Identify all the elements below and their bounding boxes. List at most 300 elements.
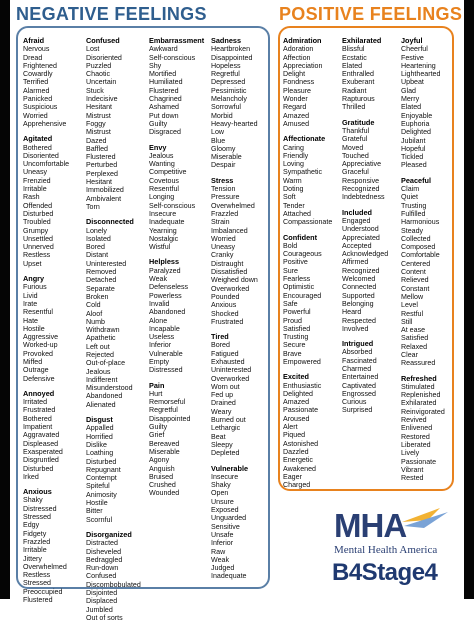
feeling-group-title: Anxious — [23, 487, 52, 497]
feeling-word: Supported — [342, 291, 375, 300]
feeling-group-title: Afraid — [23, 36, 45, 45]
feeling-word: Torn — [86, 202, 100, 211]
feeling-word: Uneasy — [211, 243, 236, 252]
feeling-word: Engaged — [342, 216, 371, 225]
feeling-word: Anguish — [149, 464, 175, 473]
feeling-word: Baffled — [86, 144, 108, 153]
mha-logo — [332, 506, 462, 590]
feeling-word: Apprehensive — [23, 119, 67, 128]
feeling-word: Amazed — [283, 398, 310, 407]
feeling-word: Encouraged — [283, 291, 322, 300]
feeling-word: Fidgety — [23, 529, 47, 538]
feeling-word: Jealous — [149, 151, 174, 160]
feeling-group-title: Tired — [211, 332, 229, 342]
feeling-word: Troubled — [23, 218, 51, 227]
feeling-group-title: Pain — [149, 380, 165, 390]
right-frame-edge — [464, 0, 474, 599]
feeling-word: Vulnerable — [149, 349, 183, 358]
feeling-word: Distant — [86, 251, 109, 260]
feeling-word: Immobilized — [86, 186, 124, 195]
feeling-word: Pleasure — [283, 86, 311, 95]
feeling-word: Bored — [86, 243, 105, 252]
feeling-word: Abandoned — [149, 308, 186, 317]
feeling-group-title: Excited — [283, 372, 309, 382]
feeling-word: Positive — [283, 258, 308, 267]
feeling-word: Disgruntled — [23, 456, 59, 465]
feeling-word: Irritable — [23, 185, 47, 194]
feeling-word: Humiliated — [149, 78, 183, 87]
feeling-word: Self-conscious — [149, 201, 196, 210]
feeling-word: Miserable — [211, 153, 242, 162]
feeling-word: Enthusiastic — [283, 381, 322, 390]
feeling-group-title: Disgust — [86, 415, 113, 425]
feeling-word: Restless — [23, 571, 51, 580]
feeling-word: Detached — [86, 276, 117, 285]
feeling-word: Alarmed — [23, 86, 50, 95]
feeling-word: Loving — [283, 160, 304, 169]
feeling-group-title: Sadness — [211, 36, 242, 45]
feeling-word: Grateful — [342, 135, 368, 144]
feeling-word: Strain — [211, 218, 230, 227]
feeling-word: Apathetic — [86, 334, 116, 343]
feeling-word: Bedraggled — [86, 555, 123, 564]
feeling-word: Suspicious — [23, 103, 58, 112]
feeling-word: Appreciation — [283, 61, 323, 70]
feeling-word: Hate — [23, 316, 38, 325]
feeling-word: Respected — [342, 316, 376, 325]
feeling-word: Discombobulated — [86, 580, 141, 589]
feeling-word: Overwhelmed — [211, 201, 255, 210]
feeling-group-title: Peaceful — [401, 175, 432, 185]
feeling-word: Worked-up — [23, 341, 58, 350]
feeling-word: Indebtedness — [342, 193, 385, 202]
feeling-word: Irritable — [23, 546, 47, 555]
feeling-word: Mortified — [149, 70, 177, 79]
feeling-word: Alone — [149, 316, 168, 325]
feeling-word: Recognized — [342, 185, 380, 194]
feeling-word: Melancholy — [211, 95, 247, 104]
feeling-word: Terrified — [23, 78, 49, 87]
feeling-word: Miserable — [149, 447, 180, 456]
feeling-word: Revived — [401, 416, 427, 425]
feeling-word: Shy — [149, 61, 162, 70]
feeling-word: Radiant — [342, 86, 367, 95]
feeling-word: Alienated — [86, 400, 116, 409]
positive-feelings-panel — [278, 26, 454, 491]
feeling-word: Insecure — [149, 209, 177, 218]
feeling-word: Inadequate — [211, 572, 247, 581]
logo-subtitle: Mental Health America — [334, 544, 438, 556]
feeling-group-title: Agitated — [23, 134, 53, 144]
feeling-word: Tender — [283, 201, 305, 210]
feeling-word: Inadequate — [149, 218, 185, 227]
mha-logo-lettering: MHA — [334, 507, 407, 544]
feeling-group — [149, 382, 211, 498]
mha-logo-mark — [332, 506, 452, 542]
feeling-group — [149, 144, 211, 252]
feeling-word: Indecisive — [86, 95, 118, 104]
feeling-word: Sleepy — [211, 440, 233, 449]
feeling-word: Enjoyable — [401, 111, 433, 120]
feeling-word: Charged — [283, 481, 311, 490]
feeling-group — [86, 218, 148, 409]
feeling-group-title: Refreshed — [401, 373, 437, 383]
feeling-word: Inferior — [211, 539, 234, 548]
feeling-word: Numb — [86, 317, 105, 326]
feeling-word: Frustrated — [211, 317, 244, 326]
feeling-word: Disappointed — [149, 414, 191, 423]
feeling-word: Dread — [23, 53, 43, 62]
feeling-word: Delighted — [401, 128, 431, 137]
feeling-word: Satisfied — [283, 324, 311, 333]
feeling-word: Pessimistic — [211, 86, 247, 95]
feeling-word: Lively — [401, 449, 420, 458]
feeling-word: Appreciative — [342, 160, 382, 169]
feeling-word: Imbalanced — [211, 226, 248, 235]
feeling-word: Irate — [23, 299, 38, 308]
feeling-word: Replenished — [401, 391, 441, 400]
feeling-word: Wistful — [149, 243, 171, 252]
feeling-word: Quiet — [401, 193, 418, 202]
feeling-word: Rash — [23, 193, 40, 202]
feeling-word: Resentful — [149, 185, 179, 194]
feeling-word: Harmonious — [401, 218, 440, 227]
feeling-group-title: Disorganized — [86, 529, 132, 539]
feeling-word: Weak — [211, 555, 230, 564]
feeling-word: Aloof — [86, 309, 103, 318]
feeling-word: Remorseful — [149, 398, 186, 407]
feeling-word: Heard — [342, 308, 362, 317]
feeling-word: Bothered — [23, 414, 52, 423]
feeling-word: Comfortable — [401, 251, 440, 260]
feeling-word: Despair — [211, 161, 236, 170]
feeling-word: Flustered — [86, 153, 116, 162]
feeling-word: Hesitant — [86, 178, 113, 187]
feeling-word: Passionate — [283, 406, 319, 415]
feeling-word: Flustered — [23, 596, 53, 604]
feeling-word: Fatigued — [211, 349, 239, 358]
feeling-word: Edgy — [23, 521, 40, 530]
feeling-word: Withdrawn — [86, 326, 120, 335]
feeling-word: Friendly — [283, 151, 309, 160]
feeling-word: Engrossed — [342, 389, 376, 398]
feeling-word: Awkward — [149, 45, 178, 54]
feeling-word: Restless — [23, 251, 51, 260]
feeling-word: Ecstatic — [342, 53, 367, 62]
feeling-word: Clear — [401, 350, 418, 359]
feeling-word: Constant — [401, 284, 430, 293]
feeling-word: Cold — [86, 301, 101, 310]
feeling-word: Passionate — [401, 457, 437, 466]
feeling-word: Dazzled — [283, 447, 309, 456]
feeling-word: Rejected — [86, 350, 114, 359]
feeling-word: Out-of-place — [86, 359, 126, 368]
feeling-group — [211, 465, 273, 581]
feeling-word: Elated — [342, 61, 363, 70]
feeling-group-title: Confused — [86, 36, 120, 45]
feeling-word: Foggy — [86, 119, 106, 128]
feeling-word: Impatient — [23, 423, 53, 432]
feeling-word: Stuck — [86, 86, 104, 95]
feeling-word: Weak — [149, 275, 168, 284]
feeling-word: Frazzled — [23, 537, 51, 546]
feeling-word: Uncertain — [86, 78, 117, 87]
feeling-word: Sensitive — [211, 522, 240, 531]
feeling-group-title: Joyful — [401, 36, 423, 45]
feeling-word: Pleased — [401, 161, 427, 170]
feeling-group — [342, 119, 402, 202]
feeling-word: Charmed — [342, 364, 372, 373]
feeling-word: Displaced — [86, 597, 118, 606]
feeling-word: Unsettled — [23, 234, 53, 243]
negative-column-2 — [86, 37, 148, 629]
feeling-word: Festive — [401, 53, 424, 62]
feeling-word: Chagrined — [149, 95, 182, 104]
feeling-word: Cowardly — [23, 70, 53, 79]
feeling-word: Self-conscious — [149, 53, 196, 62]
feeling-word: Content — [401, 268, 426, 277]
feeling-word: Dissatisfied — [211, 268, 248, 277]
feeling-group — [23, 135, 85, 268]
feeling-group-title: Annoyed — [23, 388, 55, 398]
feeling-word: Wanting — [149, 160, 175, 169]
feeling-word: Aroused — [283, 414, 310, 423]
feeling-word: Restored — [401, 432, 430, 441]
feeling-word: Perplexed — [86, 169, 118, 178]
left-frame-edge — [0, 0, 10, 599]
feeling-word: Chaotic — [86, 70, 111, 79]
logo-tagline: B4Stage4 — [332, 559, 438, 586]
feeling-word: Exposed — [211, 506, 239, 515]
feeling-word: Wonder — [283, 95, 308, 104]
feeling-group — [342, 209, 402, 333]
feeling-word: Entertained — [342, 373, 379, 382]
feeling-group-title: Vulnerable — [211, 463, 249, 473]
feeling-word: Contempt — [86, 474, 117, 483]
feeling-word: Distressed — [23, 504, 57, 513]
feeling-word: Pressure — [211, 193, 240, 202]
feeling-word: Open — [211, 489, 229, 498]
feeling-word: Bereaved — [149, 439, 180, 448]
feeling-word: Unnerved — [23, 243, 54, 252]
feeling-word: Irritated — [23, 398, 48, 407]
feeling-word: Empty — [149, 357, 170, 366]
feeling-word: Outrage — [23, 366, 49, 375]
feeling-group — [283, 37, 343, 128]
feeling-word: Recognized — [342, 266, 380, 275]
feeling-word: Agony — [149, 456, 170, 465]
feeling-word: Amused — [283, 119, 310, 128]
feeling-word: Upbeat — [401, 78, 424, 87]
feeling-word: Nervous — [23, 45, 50, 54]
feeling-word: Delight — [283, 70, 306, 79]
feeling-word: Still — [401, 317, 413, 326]
feeling-group — [401, 177, 461, 368]
feeling-word: Frustrated — [23, 406, 56, 415]
feeling-word: Bitter — [86, 507, 103, 516]
feeling-word: Bold — [283, 241, 298, 250]
feeling-word: Cranky — [211, 251, 234, 260]
feeling-word: Amazed — [283, 111, 310, 120]
feeling-word: Wounded — [149, 489, 180, 498]
feeling-group — [283, 135, 343, 226]
feeling-word: Anxious — [211, 301, 237, 310]
feeling-word: Secure — [283, 341, 306, 350]
feeling-word: Misunderstood — [86, 384, 133, 393]
feeling-word: Furious — [23, 283, 47, 292]
feeling-word: Indifferent — [86, 375, 118, 384]
feeling-word: Guilty — [149, 119, 168, 128]
feeling-group — [342, 37, 402, 112]
feeling-word: Regretful — [149, 406, 178, 415]
feeling-word: Jittery — [23, 554, 42, 563]
feeling-group-title: Included — [342, 207, 372, 217]
feeling-word: Shaky — [211, 481, 231, 490]
feeling-word: Powerless — [149, 291, 182, 300]
feeling-word: Distressed — [149, 366, 183, 375]
feeling-word: Uneasy — [23, 168, 48, 177]
feeling-word: Blue — [211, 136, 226, 145]
feeling-word: Low — [211, 128, 225, 137]
feeling-word: Invalid — [149, 299, 170, 308]
feeling-word: Awakened — [283, 464, 316, 473]
feeling-word: Repugnant — [86, 465, 121, 474]
feeling-word: Heavy-hearted — [211, 119, 258, 128]
feeling-word: Loathing — [86, 449, 114, 458]
feeling-word: Confused — [86, 572, 117, 581]
feeling-word: Depleted — [211, 449, 240, 458]
feeling-word: Bored — [211, 341, 230, 350]
positive-column-3 — [401, 37, 461, 489]
feeling-word: Sorrowful — [211, 103, 241, 112]
feeling-group-title: Confident — [283, 232, 318, 242]
feeling-word: Doting — [283, 185, 304, 194]
feeling-word: Fed up — [211, 391, 234, 400]
feeling-word: Isolated — [86, 234, 111, 243]
feeling-word: Regard — [283, 103, 307, 112]
feeling-word: Tickled — [401, 153, 424, 162]
feeling-word: Disgraced — [149, 128, 181, 137]
feeling-group-title: Envy — [149, 142, 167, 152]
feeling-word: Exhilarated — [401, 399, 437, 408]
feeling-word: Claim — [401, 185, 420, 194]
feeling-word: Accepted — [342, 241, 372, 250]
negative-feelings-heading: NEGATIVE FEELINGS — [16, 4, 207, 24]
feeling-word: Left out — [86, 342, 110, 351]
feeling-word: Defensive — [23, 374, 55, 383]
feeling-word: Depressed — [211, 78, 246, 87]
feeling-word: Relieved — [401, 276, 429, 285]
feeling-word: Distracted — [86, 539, 118, 548]
feeling-word: Disappointed — [211, 53, 253, 62]
feeling-word: Mistrust — [86, 128, 111, 137]
feeling-word: Composed — [401, 243, 436, 252]
feeling-word: Centered — [401, 259, 431, 268]
feeling-group-title: Admiration — [283, 36, 322, 45]
feeling-word: Fulfilled — [401, 209, 426, 218]
feeling-word: Put down — [149, 111, 179, 120]
feeling-word: Uninterested — [211, 366, 252, 375]
feeling-group — [342, 340, 402, 415]
feeling-word: Ashamed — [149, 103, 179, 112]
feeling-word: Frightened — [23, 61, 57, 70]
feeling-group — [86, 416, 148, 524]
feeling-group-title: Gratitude — [342, 117, 375, 127]
feeling-group — [86, 37, 148, 211]
feeling-word: Trusting — [401, 201, 427, 210]
feeling-word: Distraught — [211, 259, 244, 268]
feeling-word: Separate — [86, 284, 115, 293]
feeling-word: Hesitant — [86, 103, 113, 112]
feeling-word: Involved — [342, 324, 369, 333]
feeling-group-title: Embarrassment — [149, 36, 205, 45]
feeling-group-title: Exhilarated — [342, 36, 382, 45]
feeling-word: Broken — [86, 292, 109, 301]
feeling-word: Miffed — [23, 357, 43, 366]
feeling-word: Touched — [342, 151, 369, 160]
feeling-word: Yearning — [149, 226, 177, 235]
feeling-word: Heartbroken — [211, 45, 251, 54]
feeling-word: Stimulated — [401, 382, 435, 391]
feeling-group — [211, 333, 273, 457]
feeling-word: Perturbed — [86, 161, 118, 170]
feeling-word: Vibrant — [401, 465, 424, 474]
feeling-word: Unsafe — [211, 530, 234, 539]
feeling-word: Collected — [401, 234, 431, 243]
feeling-word: Reinvigorated — [401, 407, 445, 416]
feeling-word: Trusting — [283, 333, 309, 342]
feeling-word: Scornful — [86, 515, 113, 524]
feeling-word: Satisfied — [401, 334, 429, 343]
feeling-word: Flustered — [149, 86, 179, 95]
feeling-word: Piqued — [283, 431, 306, 440]
negative-feelings-panel — [16, 26, 270, 622]
feeling-word: Crushed — [149, 481, 176, 490]
feeling-group — [211, 177, 273, 326]
feeling-word: Hopeless — [211, 61, 241, 70]
negative-column-3 — [149, 37, 211, 505]
feeling-word: Preoccupied — [23, 587, 63, 596]
feeling-word: Paralyzed — [149, 266, 181, 275]
feeling-word: Insecure — [211, 472, 239, 481]
feeling-word: Exhausted — [211, 357, 245, 366]
feeling-word: Brave — [283, 349, 302, 358]
feeling-word: Animosity — [86, 490, 117, 499]
feeling-word: Grumpy — [23, 226, 49, 235]
feeling-word: Hurt — [149, 389, 163, 398]
feeling-word: Lonely — [86, 226, 107, 235]
feeling-word: Weary — [211, 407, 232, 416]
feeling-word: Pounded — [211, 292, 240, 301]
feeling-word: Optimistic — [283, 283, 315, 292]
feeling-group-title: Intrigued — [342, 339, 374, 349]
feeling-word: Lighthearted — [401, 70, 441, 79]
feeling-word: Glad — [401, 86, 416, 95]
feeling-word: Longing — [149, 193, 175, 202]
feeling-word: Overworked — [211, 374, 250, 383]
feeling-word: Jealous — [86, 367, 111, 376]
feeling-word: Elated — [401, 103, 422, 112]
feeling-word: Aggressive — [23, 333, 59, 342]
feeling-word: Responsive — [342, 176, 380, 185]
feeling-group — [149, 37, 211, 137]
feeling-word: Covetous — [149, 176, 179, 185]
feeling-word: Grief — [149, 431, 165, 440]
feeling-word: Welcomed — [342, 275, 376, 284]
feeling-word: Jumbled — [86, 605, 113, 614]
feeling-word: Judged — [211, 564, 235, 573]
feeling-word: Enlivened — [401, 424, 433, 433]
